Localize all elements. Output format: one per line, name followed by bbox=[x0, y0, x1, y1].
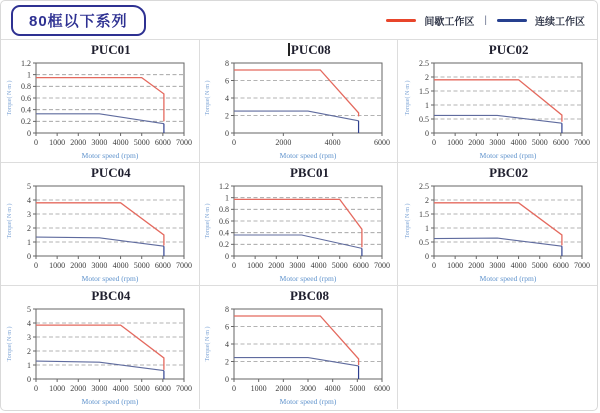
svg-text:Motor speed (rpm): Motor speed (rpm) bbox=[280, 397, 337, 406]
svg-text:3: 3 bbox=[26, 332, 31, 342]
svg-text:5: 5 bbox=[26, 181, 31, 191]
svg-text:3000: 3000 bbox=[91, 261, 108, 270]
chart-title: PUC01 bbox=[90, 42, 131, 57]
chart-title: PUC02 bbox=[488, 42, 529, 57]
svg-text:1000: 1000 bbox=[48, 261, 65, 270]
svg-text:5: 5 bbox=[26, 304, 31, 314]
svg-text:0: 0 bbox=[33, 384, 38, 393]
svg-text:0: 0 bbox=[225, 374, 230, 384]
chart-cell-puc01 bbox=[1, 40, 200, 163]
svg-text:2000: 2000 bbox=[275, 138, 292, 147]
svg-text:1: 1 bbox=[26, 237, 31, 247]
svg-text:5000: 5000 bbox=[349, 384, 366, 393]
svg-text:3: 3 bbox=[26, 209, 31, 219]
svg-text:2: 2 bbox=[424, 72, 429, 82]
svg-text:2: 2 bbox=[225, 357, 230, 367]
svg-text:1: 1 bbox=[424, 100, 429, 110]
svg-text:0.5: 0.5 bbox=[418, 237, 429, 247]
chart-title: PBC04 bbox=[91, 288, 131, 303]
svg-text:0: 0 bbox=[225, 128, 230, 138]
svg-text:3000: 3000 bbox=[289, 261, 306, 270]
svg-text:3000: 3000 bbox=[91, 384, 108, 393]
svg-text:7000: 7000 bbox=[573, 138, 590, 147]
svg-text:1.5: 1.5 bbox=[418, 86, 429, 96]
svg-text:0.2: 0.2 bbox=[20, 117, 31, 127]
svg-text:Motor speed (rpm): Motor speed (rpm) bbox=[479, 274, 536, 283]
chart-grid bbox=[1, 40, 597, 409]
svg-text:6000: 6000 bbox=[552, 261, 569, 270]
legend bbox=[386, 13, 585, 28]
svg-text:4: 4 bbox=[225, 339, 230, 349]
svg-text:2000: 2000 bbox=[467, 138, 484, 147]
svg-text:1.5: 1.5 bbox=[418, 209, 429, 219]
svg-text:Torque( N·m ): Torque( N·m ) bbox=[6, 326, 13, 362]
svg-text:4000: 4000 bbox=[311, 261, 328, 270]
svg-text:5000: 5000 bbox=[531, 261, 548, 270]
svg-text:1000: 1000 bbox=[251, 384, 268, 393]
svg-text:4000: 4000 bbox=[112, 138, 129, 147]
svg-text:5000: 5000 bbox=[332, 261, 349, 270]
svg-text:6: 6 bbox=[225, 322, 230, 332]
svg-text:5000: 5000 bbox=[531, 138, 548, 147]
torque-speed-plot bbox=[3, 180, 197, 283]
svg-text:7000: 7000 bbox=[573, 261, 590, 270]
torque-speed-plot bbox=[3, 303, 197, 406]
svg-text:2.5: 2.5 bbox=[418, 58, 429, 68]
svg-text:Motor speed (rpm): Motor speed (rpm) bbox=[81, 397, 139, 406]
svg-text:0.6: 0.6 bbox=[20, 93, 31, 103]
svg-text:6000: 6000 bbox=[552, 138, 569, 147]
svg-text:3000: 3000 bbox=[489, 261, 506, 270]
chart-title: PUC08 bbox=[288, 42, 330, 57]
svg-text:2000: 2000 bbox=[467, 261, 484, 270]
torque-speed-plot bbox=[401, 57, 595, 160]
svg-text:4: 4 bbox=[26, 195, 31, 205]
svg-text:0.5: 0.5 bbox=[418, 114, 429, 124]
torque-speed-plot bbox=[401, 180, 595, 283]
legend-separator: | bbox=[484, 14, 487, 26]
svg-text:Torque( N·m ): Torque( N·m ) bbox=[205, 80, 212, 116]
chart-cell-pbc04 bbox=[1, 286, 200, 409]
torque-speed-plot bbox=[201, 180, 395, 283]
svg-text:0: 0 bbox=[232, 138, 237, 147]
svg-text:7000: 7000 bbox=[175, 384, 192, 393]
svg-text:2000: 2000 bbox=[70, 261, 87, 270]
svg-text:2000: 2000 bbox=[275, 384, 292, 393]
svg-text:5000: 5000 bbox=[133, 261, 150, 270]
svg-text:Torque( N·m ): Torque( N·m ) bbox=[6, 203, 13, 239]
svg-text:Torque( N·m ): Torque( N·m ) bbox=[404, 203, 411, 239]
svg-text:1000: 1000 bbox=[247, 261, 264, 270]
svg-text:7000: 7000 bbox=[374, 261, 391, 270]
legend-label-continuous: 连续工作区 bbox=[535, 16, 585, 28]
chart-cell-pbc01 bbox=[200, 163, 399, 286]
svg-text:2.5: 2.5 bbox=[418, 181, 429, 191]
svg-text:0: 0 bbox=[26, 374, 31, 384]
svg-text:1000: 1000 bbox=[446, 261, 463, 270]
svg-text:2: 2 bbox=[424, 195, 429, 205]
svg-text:2000: 2000 bbox=[70, 384, 87, 393]
torque-speed-plot bbox=[201, 57, 395, 160]
svg-text:1000: 1000 bbox=[48, 138, 65, 147]
svg-text:6000: 6000 bbox=[154, 384, 171, 393]
chart-title: PUC04 bbox=[90, 165, 131, 180]
svg-text:6000: 6000 bbox=[353, 261, 370, 270]
svg-text:6000: 6000 bbox=[374, 138, 391, 147]
series-title-badge: 80框以下系列 bbox=[11, 5, 146, 36]
torque-speed-plot bbox=[3, 57, 197, 160]
svg-text:7000: 7000 bbox=[175, 261, 192, 270]
svg-text:4: 4 bbox=[26, 318, 31, 328]
svg-text:4000: 4000 bbox=[325, 384, 342, 393]
svg-text:0: 0 bbox=[431, 138, 436, 147]
svg-text:6: 6 bbox=[225, 76, 230, 86]
svg-text:0: 0 bbox=[232, 261, 237, 270]
svg-text:5000: 5000 bbox=[133, 384, 150, 393]
svg-text:0: 0 bbox=[424, 128, 429, 138]
chart-title: PBC01 bbox=[289, 165, 329, 180]
chart-cell-pbc02 bbox=[398, 163, 597, 286]
svg-text:6000: 6000 bbox=[374, 384, 391, 393]
chart-cell-puc08 bbox=[200, 40, 399, 163]
svg-text:4: 4 bbox=[225, 93, 230, 103]
svg-text:0.4: 0.4 bbox=[219, 228, 230, 238]
svg-text:0: 0 bbox=[26, 251, 31, 261]
svg-text:0: 0 bbox=[26, 128, 31, 138]
svg-text:3000: 3000 bbox=[91, 138, 108, 147]
chart-cell-puc04 bbox=[1, 163, 200, 286]
svg-text:Torque( N·m ): Torque( N·m ) bbox=[205, 326, 212, 362]
svg-text:2: 2 bbox=[225, 111, 230, 121]
svg-text:2000: 2000 bbox=[70, 138, 87, 147]
svg-text:4000: 4000 bbox=[510, 261, 527, 270]
svg-text:1000: 1000 bbox=[48, 384, 65, 393]
text-cursor-icon bbox=[288, 43, 290, 56]
svg-text:0: 0 bbox=[431, 261, 436, 270]
svg-text:0: 0 bbox=[232, 384, 237, 393]
svg-text:4000: 4000 bbox=[112, 384, 129, 393]
svg-text:Motor speed (rpm): Motor speed (rpm) bbox=[81, 151, 139, 160]
svg-text:6000: 6000 bbox=[154, 261, 171, 270]
svg-text:8: 8 bbox=[225, 58, 230, 68]
svg-text:4000: 4000 bbox=[325, 138, 342, 147]
svg-text:1: 1 bbox=[26, 70, 31, 80]
chart-cell-puc02 bbox=[398, 40, 597, 163]
chart-title: PBC02 bbox=[489, 165, 529, 180]
svg-text:0: 0 bbox=[33, 261, 38, 270]
svg-text:8: 8 bbox=[225, 304, 230, 314]
svg-text:2: 2 bbox=[26, 346, 31, 356]
svg-text:6000: 6000 bbox=[154, 138, 171, 147]
svg-text:Torque( N·m ): Torque( N·m ) bbox=[404, 80, 411, 116]
torque-speed-plot bbox=[201, 303, 395, 406]
svg-text:Motor speed (rpm): Motor speed (rpm) bbox=[280, 274, 337, 283]
empty-cell bbox=[398, 286, 597, 409]
svg-text:1: 1 bbox=[424, 223, 429, 233]
svg-text:0.8: 0.8 bbox=[219, 205, 230, 215]
svg-text:1: 1 bbox=[26, 360, 31, 370]
svg-text:4000: 4000 bbox=[112, 261, 129, 270]
page-header bbox=[1, 1, 597, 40]
svg-text:0: 0 bbox=[225, 251, 230, 261]
svg-text:4000: 4000 bbox=[510, 138, 527, 147]
svg-text:1000: 1000 bbox=[446, 138, 463, 147]
svg-text:Motor speed (rpm): Motor speed (rpm) bbox=[81, 274, 139, 283]
svg-text:Motor speed (rpm): Motor speed (rpm) bbox=[280, 151, 337, 160]
svg-text:1.2: 1.2 bbox=[219, 181, 230, 191]
svg-text:7000: 7000 bbox=[175, 138, 192, 147]
svg-text:Motor speed (rpm): Motor speed (rpm) bbox=[479, 151, 536, 160]
continuous-line-swatch-icon bbox=[497, 19, 527, 22]
svg-text:2000: 2000 bbox=[268, 261, 285, 270]
legend-label-intermittent: 间歇工作区 bbox=[424, 16, 475, 28]
svg-text:3000: 3000 bbox=[489, 138, 506, 147]
svg-text:1: 1 bbox=[225, 193, 230, 203]
svg-text:Torque( N·m ): Torque( N·m ) bbox=[205, 203, 212, 239]
svg-text:3000: 3000 bbox=[300, 384, 317, 393]
svg-text:Torque( N·m ): Torque( N·m ) bbox=[6, 80, 13, 116]
intermittent-line-swatch-icon bbox=[386, 19, 416, 22]
svg-text:0.8: 0.8 bbox=[20, 82, 31, 92]
svg-text:0: 0 bbox=[33, 138, 38, 147]
svg-text:0.4: 0.4 bbox=[20, 105, 31, 115]
svg-text:2: 2 bbox=[26, 223, 31, 233]
svg-text:0: 0 bbox=[424, 251, 429, 261]
svg-text:1.2: 1.2 bbox=[20, 58, 31, 68]
svg-text:0.6: 0.6 bbox=[219, 216, 230, 226]
svg-text:5000: 5000 bbox=[133, 138, 150, 147]
chart-cell-pbc08 bbox=[200, 286, 399, 409]
chart-title: PBC08 bbox=[289, 288, 329, 303]
svg-text:0.2: 0.2 bbox=[219, 240, 230, 250]
